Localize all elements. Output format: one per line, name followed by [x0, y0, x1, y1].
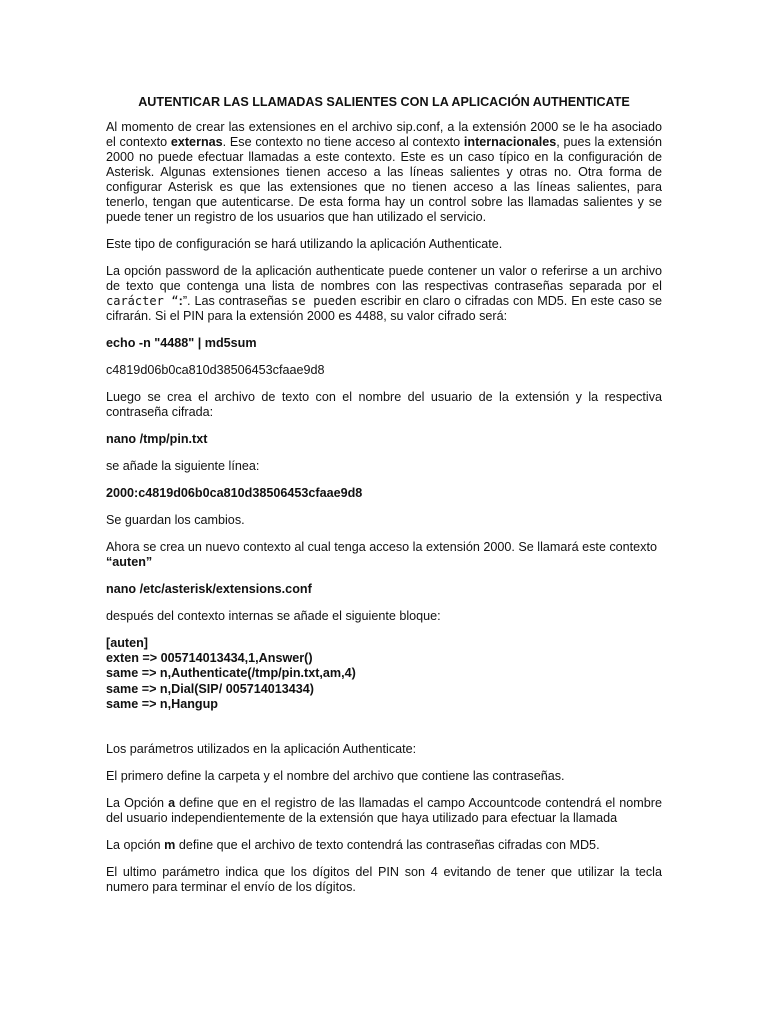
option-a-letter: a — [168, 796, 176, 811]
paragraph-option-a — [106, 796, 662, 826]
document-title: AUTENTICAR LAS LLAMADAS SALIENTES CON LA APLICACIÓN AUTHENTICATE — [138, 95, 630, 109]
md5-hash-value: c4819d06b0ca810d38506453cfaae9d8 — [106, 363, 325, 377]
code-line: exten => 005714013434,1,Answer() — [106, 651, 313, 666]
context-auten: “auten” — [106, 555, 153, 569]
code-line: same => n,Hangup — [106, 696, 218, 711]
paragraph-password-option — [106, 264, 662, 324]
paragraph-create-file: Luego se crea el archivo de texto con el nombre del usuario de la extensión y la respectiva contraseña cifrada: — [106, 390, 662, 419]
command-md5sum: echo -n "4488" | md5sum — [106, 336, 257, 350]
paragraph-option-a-text-1: La Opción — [106, 796, 169, 811]
paragraph-option-m-text-2: define que el archivo de texto contendrá las contraseñas cifradas con MD5. — [175, 838, 600, 853]
paragraph-save-changes: Se guardan los cambios. — [106, 513, 245, 527]
paragraph-new-context — [106, 540, 662, 570]
command-nano-pin: nano /tmp/pin.txt — [106, 432, 208, 446]
paragraph-option-a-text-2: define que en el registro de las llamadas el campo Accountcode contendrá el nombre del usuario independientemente de la extensión que haya utilizado para efectuar la llamada — [106, 796, 662, 826]
paragraph-intro-text-1: Al momento de crear las extensiones en el archivo sip.conf, a la extensión 2000 se le ha asociado el contexto — [106, 120, 662, 149]
paragraph-intro-text-3: , pues la extensión 2000 no puede efectuar llamadas a este contexto. Este es un caso típico en la configuración de Asterisk. Algunas extensiones tienen acceso a las líneas salientes y otras no. Otra forma de configurar Asterisk es que las extensiones que no tienen acceso a las líneas salientes, para tenerlo, tengan que autenticarse. De esta forma hay un control sobre las llamadas salientes y se puede tener un registro de los usuarios que han utilizado el servicio. — [106, 135, 662, 224]
paragraph-intro — [106, 120, 662, 225]
context-externas: externas — [170, 135, 223, 149]
paragraph-add-line: se añade la siguiente línea: — [106, 459, 260, 473]
context-internacionales: internacionales — [463, 135, 557, 149]
paragraph-option-m — [106, 838, 662, 853]
pin-file-line: 2000:c4819d06b0ca810d38506453cfaae9d8 — [106, 486, 363, 500]
separator-colon: : — [178, 294, 183, 308]
paragraph-password-text-3: escribir en claro o cifradas con MD5. En este caso se cifrarán. Si el PIN para la extensión 2000 es 4488, su valor cifrado será: — [106, 294, 663, 323]
paragraph-new-context-text: Ahora se crea un nuevo contexto al cual tenga acceso la extensión 2000. Se llamará este contexto — [106, 540, 657, 554]
code-line: same => n,Authenticate(/tmp/pin.txt,am,4) — [106, 666, 356, 681]
paragraph-parameters: Los parámetros utilizados en la aplicación Authenticate: — [106, 742, 417, 757]
paragraph-add-block: después del contexto internas se añade el siguiente bloque: — [106, 609, 441, 623]
command-nano-extensions: nano /etc/asterisk/extensions.conf — [106, 582, 312, 596]
code-line: same => n,Dial(SIP/ 005714013434) — [106, 681, 314, 696]
paragraph-password-caracter: carácter “ — [106, 294, 179, 308]
paragraph-password-text-1: La opción password de la aplicación authenticate puede contener un valor o referirse a un archivo de texto que contenga una lista de nombres con las respectivas contraseñas separada por el — [106, 264, 662, 293]
paragraph-config-type: Este tipo de configuración se hará utilizando la aplicación Authenticate. — [106, 237, 503, 251]
paragraph-password-text-2: ”. Las contraseñas — [182, 294, 292, 308]
paragraph-option-m-text-1: La opción — [106, 838, 165, 853]
paragraph-password-se-pueden: se pueden — [291, 294, 357, 308]
dialplan-code-block — [106, 636, 662, 712]
paragraph-last-param: El ultimo parámetro indica que los dígitos del PIN son 4 evitando de tener que utilizar la tecla numero para terminar el envío de los dígitos. — [106, 865, 662, 895]
paragraph-intro-text-2: . Ese contexto no tiene acceso al contexto — [222, 135, 464, 149]
paragraph-first-param: El primero define la carpeta y el nombre del archivo que contiene las contraseñas. — [106, 769, 565, 784]
code-line: [auten] — [106, 636, 148, 650]
option-m-letter: m — [164, 838, 176, 853]
document-body — [106, 95, 662, 907]
